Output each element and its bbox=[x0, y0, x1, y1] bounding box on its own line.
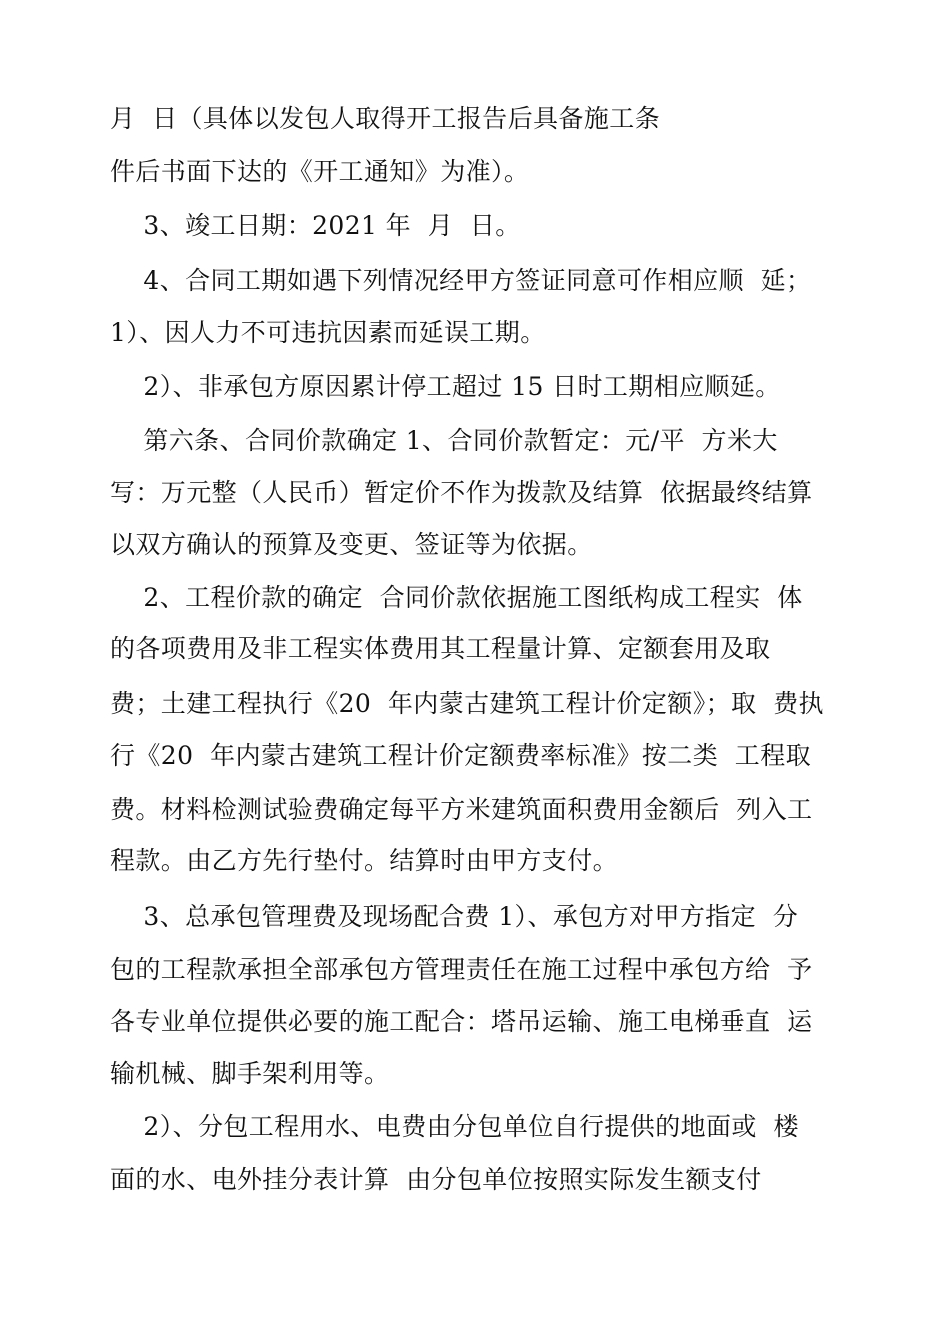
text-line: 4、合同工期如遇下列情况经甲方签证同意可作相应顺 延； bbox=[110, 266, 812, 295]
text-line: 写：万元整（人民币）暂定价不作为拨款及结算 依据最终结算 bbox=[110, 478, 813, 507]
text-line: 面的水、电外挂分表计算 由分包单位按照实际发生额支付 bbox=[110, 1165, 762, 1194]
text-line: 行《20 年内蒙古建筑工程计价定额费率标准》按二类 工程取 bbox=[110, 741, 812, 770]
text-line: 的各项费用及非工程实体费用其工程量计算、定额套用及取 bbox=[110, 634, 771, 663]
text-line: 输机械、脚手架利用等。 bbox=[110, 1059, 390, 1088]
text-line: 件后书面下达的《开工通知》为准）。 bbox=[110, 157, 530, 186]
text-line: 2）、分包工程用水、电费由分包单位自行提供的地面或 楼 bbox=[110, 1112, 799, 1141]
text-line: 3、竣工日期：2021 年 月 日。 bbox=[110, 211, 521, 240]
text-line: 1）、因人力不可违抗因素而延误工期。 bbox=[110, 318, 546, 347]
text-line: 2、工程价款的确定 合同价款依据施工图纸构成工程实 体 bbox=[110, 583, 803, 612]
text-line: 程款。由乙方先行垫付。结算时由甲方支付。 bbox=[110, 846, 619, 875]
text-line: 以双方确认的预算及变更、签证等为依据。 bbox=[110, 530, 593, 559]
text-line: 包的工程款承担全部承包方管理责任在施工过程中承包方给 予 bbox=[110, 955, 813, 984]
text-line: 2）、非承包方原因累计停工超过 15 日时工期相应顺延。 bbox=[110, 372, 781, 401]
text-line: 3、总承包管理费及现场配合费 1）、承包方对甲方指定 分 bbox=[110, 902, 799, 931]
text-line: 费；土建工程执行《20 年内蒙古建筑工程计价定额》；取 费执 bbox=[110, 689, 824, 718]
text-line: 月 日（具体以发包人取得开工报告后具备施工条 bbox=[110, 104, 661, 133]
text-line: 费。材料检测试验费确定每平方米建筑面积费用金额后 列入工 bbox=[110, 795, 813, 824]
text-line: 各专业单位提供必要的施工配合：塔吊运输、施工电梯垂直 运 bbox=[110, 1007, 813, 1036]
text-line: 第六条、合同价款确定 1、合同价款暂定：元/平 方米大 bbox=[110, 426, 778, 455]
